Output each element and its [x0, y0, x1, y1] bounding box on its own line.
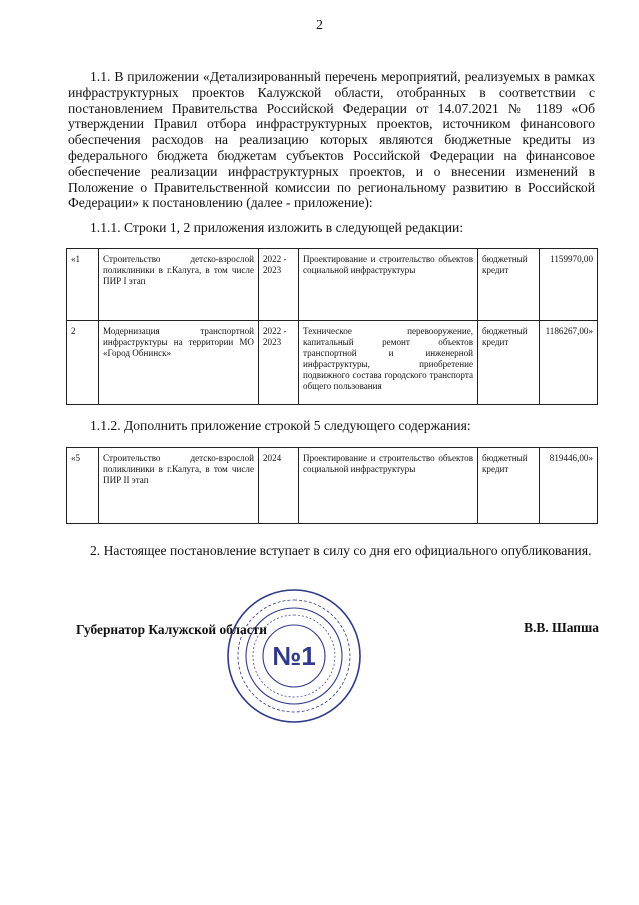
funding-source: бюджетный кредит: [478, 249, 540, 321]
project-years: 2024: [259, 448, 299, 524]
project-years: 2022 - 2023: [259, 321, 299, 405]
official-seal: [224, 586, 364, 726]
table-row: [67, 448, 598, 524]
row-number: «1: [67, 249, 99, 321]
project-activity: Техническое перевооружение, капитальный ремонт объектов транспортной и инженерной инфраструктуры, приобретение подвижного состава городского транспорта общего пользования: [299, 321, 478, 405]
project-name: Строительство детско-взрослой поликлиники в г.Калуга, в том числе ПИР II этап: [99, 448, 259, 524]
signatory-name: В.В. Шапша: [524, 620, 599, 635]
paragraph-2: 2. Настоящее постановление вступает в силу со дня его официального опубликования.: [90, 543, 592, 558]
paragraph-1-1-1: 1.1.1. Строки 1, 2 приложения изложить в следующей редакции:: [90, 220, 464, 235]
project-activity: Проектирование и строительство объектов социальной инфраструктуры: [299, 448, 478, 524]
paragraph-1-1: 1.1. В приложении «Детализированный перечень мероприятий, реализуемых в рамках инфраструктурных проектов Калужской области, отобранных в соответствии с постановлением Правительства Российской Федерации от 14.07.2021 № 1189 «Об утверждении Правил отбора инфраструктурных проектов, источником финансового обеспечения расходов на реализацию которых являются бюджетные кредиты из федерального бюджета бюджетам субъектов Российской Федерации на финансовое обеспечение реализации инфраструктурных проектов, и о внесении изменений в Положение о Правительственной комиссии по региональному развитию в Российской Федерации» к постановлению (далее - приложение):: [68, 69, 595, 211]
funding-amount: 1186267,00»: [540, 321, 598, 405]
table-row: [67, 321, 598, 405]
table-row-5: [66, 447, 598, 524]
project-activity: Проектирование и строительство объектов социальной инфраструктуры: [299, 249, 478, 321]
page-number: 2: [316, 18, 323, 33]
table-row: [67, 249, 598, 321]
row-number: «5: [67, 448, 99, 524]
funding-amount: 819446,00»: [540, 448, 598, 524]
project-name: Модернизация транспортной инфраструктуры на территории МО «Город Обнинск»: [99, 321, 259, 405]
funding-source: бюджетный кредит: [478, 321, 540, 405]
seal-number: №1: [272, 641, 316, 671]
table-rows-1-2: [66, 248, 598, 405]
signatory-position: Губернатор Калужской области: [76, 622, 267, 637]
project-name: Строительство детско-взрослой поликлиники в г.Калуга, в том числе ПИР I этап: [99, 249, 259, 321]
row-number: 2: [67, 321, 99, 405]
funding-source: бюджетный кредит: [478, 448, 540, 524]
project-years: 2022 - 2023: [259, 249, 299, 321]
paragraph-1-1-2: 1.1.2. Дополнить приложение строкой 5 следующего содержания:: [90, 418, 471, 433]
funding-amount: 1159970,00: [540, 249, 598, 321]
